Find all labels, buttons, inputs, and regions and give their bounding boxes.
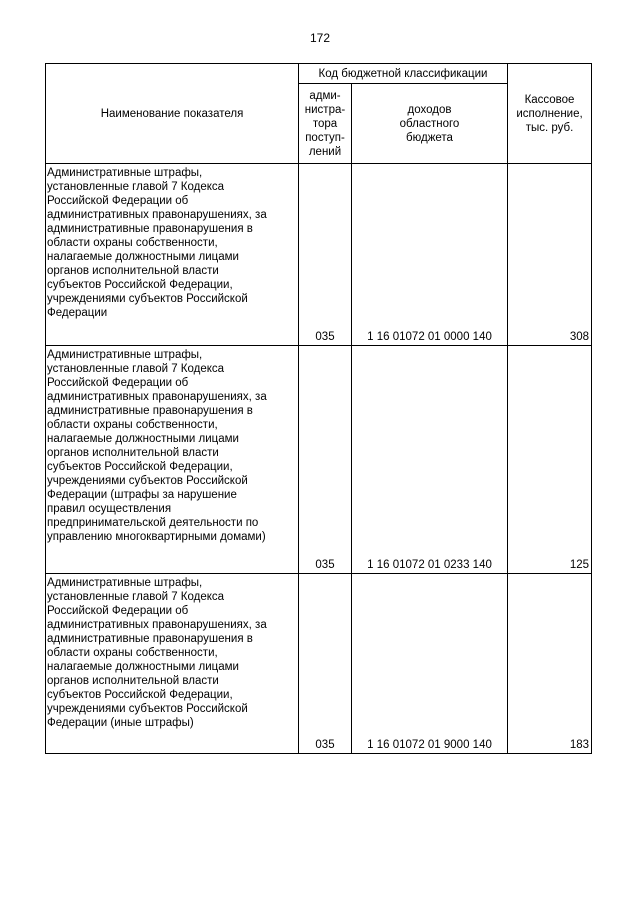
income-code: 1 16 01072 01 9000 140 [352, 574, 508, 754]
table-row [46, 346, 592, 574]
admin-code: 035 [299, 346, 352, 574]
cash-execution-amount: 125 [508, 346, 592, 574]
table-row [46, 164, 592, 346]
header-indicator-name: Наименование показателя [46, 64, 299, 164]
page-number: 172 [309, 31, 331, 45]
table-row [46, 574, 592, 754]
cash-execution-amount: 308 [508, 164, 592, 346]
admin-code: 035 [299, 164, 352, 346]
header-cash-execution: Кассовое исполнение, тыс. руб. [508, 64, 592, 164]
indicator-name: Административные штрафы, установленные главой 7 Кодекса Российской Федерации об административных правонарушениях, за административные правонарушения в области охраны собственности, налагаемые должностными лицами органов исполнительной власти субъектов Российской Федерации, учреждениями субъектов Российской Федерации (штрафы за нарушение правил осуществления предпринимательской деятельности по управлению многоквартирными домами) [46, 346, 299, 574]
indicator-name: Административные штрафы, установленные главой 7 Кодекса Российской Федерации об административных правонарушениях, за административные правонарушения в области охраны собственности, налагаемые должностными лицами органов исполнительной власти субъектов Российской Федерации, учреждениями субъектов Российской Федерации (иные штрафы) [46, 574, 299, 754]
income-code: 1 16 01072 01 0000 140 [352, 164, 508, 346]
admin-code: 035 [299, 574, 352, 754]
header-budget-classification-code: Код бюджетной классификации [299, 64, 508, 84]
header-regional-budget-revenue: доходов областного бюджета [352, 84, 508, 164]
income-code: 1 16 01072 01 0233 140 [352, 346, 508, 574]
indicator-name: Административные штрафы, установленные главой 7 Кодекса Российской Федерации об административных правонарушениях, за административные правонарушения в области охраны собственности, налагаемые должностными лицами органов исполнительной власти субъектов Российской Федерации, учреждениями субъектов Российской Федерации [46, 164, 299, 346]
budget-table [45, 63, 592, 754]
header-revenue-administrator: адми- нистра- тора поступ- лений [299, 84, 352, 164]
cash-execution-amount: 183 [508, 574, 592, 754]
